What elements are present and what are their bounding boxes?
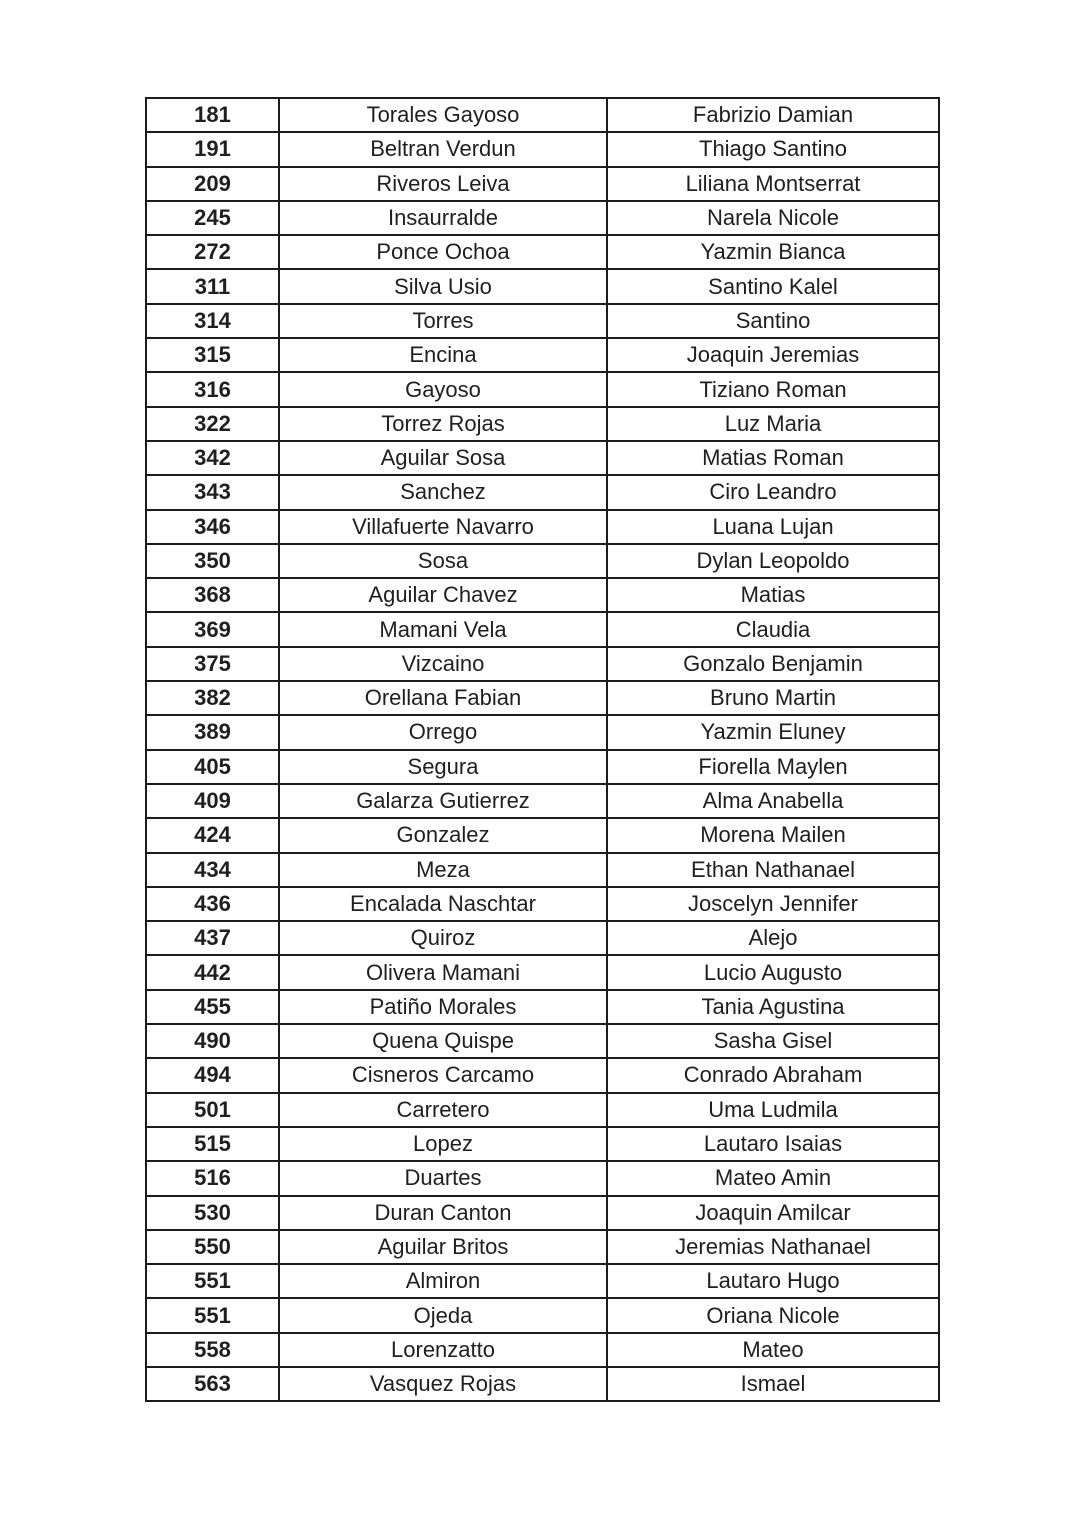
table-row	[146, 544, 939, 578]
cell-number: 272	[146, 235, 279, 269]
cell-last-name: Orrego	[279, 715, 607, 749]
roster-table-body	[146, 98, 939, 1401]
cell-first-name: Joaquin Amilcar	[607, 1196, 939, 1230]
cell-last-name: Aguilar Chavez	[279, 578, 607, 612]
table-row	[146, 681, 939, 715]
table-row	[146, 1058, 939, 1092]
cell-first-name: Yazmin Bianca	[607, 235, 939, 269]
table-row	[146, 372, 939, 406]
cell-number: 551	[146, 1298, 279, 1332]
cell-last-name: Torres	[279, 304, 607, 338]
cell-number: 209	[146, 167, 279, 201]
cell-number: 181	[146, 98, 279, 132]
cell-number: 530	[146, 1196, 279, 1230]
table-row	[146, 1367, 939, 1401]
cell-number: 315	[146, 338, 279, 372]
cell-number: 316	[146, 372, 279, 406]
cell-first-name: Matias Roman	[607, 441, 939, 475]
cell-number: 191	[146, 132, 279, 166]
cell-number: 311	[146, 269, 279, 303]
cell-number: 558	[146, 1333, 279, 1367]
cell-number: 346	[146, 510, 279, 544]
table-row	[146, 921, 939, 955]
table-row	[146, 1093, 939, 1127]
cell-number: 314	[146, 304, 279, 338]
cell-last-name: Galarza Gutierrez	[279, 784, 607, 818]
cell-number: 322	[146, 407, 279, 441]
table-row	[146, 510, 939, 544]
cell-first-name: Luana Lujan	[607, 510, 939, 544]
table-row	[146, 1196, 939, 1230]
cell-last-name: Gonzalez	[279, 818, 607, 852]
cell-last-name: Duran Canton	[279, 1196, 607, 1230]
cell-first-name: Tania Agustina	[607, 990, 939, 1024]
cell-first-name: Bruno Martin	[607, 681, 939, 715]
cell-number: 409	[146, 784, 279, 818]
table-row	[146, 304, 939, 338]
table-row	[146, 1127, 939, 1161]
table-row	[146, 578, 939, 612]
cell-last-name: Olivera Mamani	[279, 955, 607, 989]
cell-first-name: Ismael	[607, 1367, 939, 1401]
cell-last-name: Duartes	[279, 1161, 607, 1195]
cell-first-name: Uma Ludmila	[607, 1093, 939, 1127]
cell-last-name: Villafuerte Navarro	[279, 510, 607, 544]
cell-first-name: Alejo	[607, 921, 939, 955]
cell-number: 245	[146, 201, 279, 235]
cell-number: 516	[146, 1161, 279, 1195]
table-row	[146, 818, 939, 852]
table-row	[146, 132, 939, 166]
cell-number: 501	[146, 1093, 279, 1127]
cell-number: 434	[146, 853, 279, 887]
cell-last-name: Sanchez	[279, 475, 607, 509]
table-row	[146, 715, 939, 749]
cell-first-name: Mateo	[607, 1333, 939, 1367]
table-row	[146, 990, 939, 1024]
cell-first-name: Lucio Augusto	[607, 955, 939, 989]
cell-number: 563	[146, 1367, 279, 1401]
cell-last-name: Meza	[279, 853, 607, 887]
cell-number: 490	[146, 1024, 279, 1058]
cell-last-name: Vizcaino	[279, 647, 607, 681]
cell-last-name: Mamani Vela	[279, 612, 607, 646]
cell-number: 343	[146, 475, 279, 509]
cell-first-name: Matias	[607, 578, 939, 612]
cell-last-name: Encalada Naschtar	[279, 887, 607, 921]
table-row	[146, 201, 939, 235]
cell-first-name: Liliana Montserrat	[607, 167, 939, 201]
cell-number: 437	[146, 921, 279, 955]
table-row	[146, 1230, 939, 1264]
cell-first-name: Narela Nicole	[607, 201, 939, 235]
cell-number: 405	[146, 750, 279, 784]
table-row	[146, 1024, 939, 1058]
cell-first-name: Morena Mailen	[607, 818, 939, 852]
cell-first-name: Thiago Santino	[607, 132, 939, 166]
table-row	[146, 167, 939, 201]
cell-last-name: Almiron	[279, 1264, 607, 1298]
cell-number: 342	[146, 441, 279, 475]
cell-first-name: Ciro Leandro	[607, 475, 939, 509]
cell-last-name: Lorenzatto	[279, 1333, 607, 1367]
table-row	[146, 235, 939, 269]
cell-last-name: Encina	[279, 338, 607, 372]
table-row	[146, 1298, 939, 1332]
table-row	[146, 1333, 939, 1367]
table-row	[146, 338, 939, 372]
cell-last-name: Cisneros Carcamo	[279, 1058, 607, 1092]
cell-number: 382	[146, 681, 279, 715]
cell-number: 350	[146, 544, 279, 578]
cell-last-name: Aguilar Sosa	[279, 441, 607, 475]
cell-last-name: Insaurralde	[279, 201, 607, 235]
table-row	[146, 955, 939, 989]
cell-number: 369	[146, 612, 279, 646]
cell-last-name: Carretero	[279, 1093, 607, 1127]
cell-first-name: Santino Kalel	[607, 269, 939, 303]
table-row	[146, 887, 939, 921]
table-row	[146, 441, 939, 475]
cell-first-name: Ethan Nathanael	[607, 853, 939, 887]
cell-number: 436	[146, 887, 279, 921]
cell-first-name: Alma Anabella	[607, 784, 939, 818]
table-row	[146, 853, 939, 887]
cell-last-name: Beltran Verdun	[279, 132, 607, 166]
cell-first-name: Jeremias Nathanael	[607, 1230, 939, 1264]
table-row	[146, 407, 939, 441]
cell-first-name: Dylan Leopoldo	[607, 544, 939, 578]
cell-number: 442	[146, 955, 279, 989]
cell-first-name: Yazmin Eluney	[607, 715, 939, 749]
cell-first-name: Tiziano Roman	[607, 372, 939, 406]
cell-last-name: Quena Quispe	[279, 1024, 607, 1058]
cell-first-name: Sasha Gisel	[607, 1024, 939, 1058]
cell-last-name: Riveros Leiva	[279, 167, 607, 201]
cell-first-name: Mateo Amin	[607, 1161, 939, 1195]
cell-last-name: Vasquez Rojas	[279, 1367, 607, 1401]
cell-number: 515	[146, 1127, 279, 1161]
cell-first-name: Oriana Nicole	[607, 1298, 939, 1332]
cell-first-name: Lautaro Hugo	[607, 1264, 939, 1298]
cell-first-name: Luz Maria	[607, 407, 939, 441]
cell-first-name: Lautaro Isaias	[607, 1127, 939, 1161]
table-row	[146, 750, 939, 784]
cell-last-name: Lopez	[279, 1127, 607, 1161]
cell-last-name: Torales Gayoso	[279, 98, 607, 132]
table-row	[146, 784, 939, 818]
table-row	[146, 98, 939, 132]
cell-last-name: Aguilar Britos	[279, 1230, 607, 1264]
cell-last-name: Gayoso	[279, 372, 607, 406]
cell-last-name: Segura	[279, 750, 607, 784]
cell-number: 368	[146, 578, 279, 612]
cell-last-name: Orellana Fabian	[279, 681, 607, 715]
cell-last-name: Patiño Morales	[279, 990, 607, 1024]
cell-number: 389	[146, 715, 279, 749]
cell-number: 550	[146, 1230, 279, 1264]
cell-number: 551	[146, 1264, 279, 1298]
cell-last-name: Silva Usio	[279, 269, 607, 303]
cell-first-name: Santino	[607, 304, 939, 338]
table-row	[146, 612, 939, 646]
cell-first-name: Joscelyn Jennifer	[607, 887, 939, 921]
roster-table	[145, 97, 940, 1402]
cell-number: 424	[146, 818, 279, 852]
table-row	[146, 475, 939, 509]
table-row	[146, 269, 939, 303]
cell-last-name: Ponce Ochoa	[279, 235, 607, 269]
cell-number: 494	[146, 1058, 279, 1092]
cell-last-name: Quiroz	[279, 921, 607, 955]
table-row	[146, 1264, 939, 1298]
table-row	[146, 1161, 939, 1195]
cell-last-name: Torrez Rojas	[279, 407, 607, 441]
cell-number: 375	[146, 647, 279, 681]
cell-first-name: Claudia	[607, 612, 939, 646]
cell-first-name: Gonzalo Benjamin	[607, 647, 939, 681]
cell-number: 455	[146, 990, 279, 1024]
cell-last-name: Sosa	[279, 544, 607, 578]
cell-last-name: Ojeda	[279, 1298, 607, 1332]
cell-first-name: Joaquin Jeremias	[607, 338, 939, 372]
table-row	[146, 647, 939, 681]
cell-first-name: Conrado Abraham	[607, 1058, 939, 1092]
cell-first-name: Fiorella Maylen	[607, 750, 939, 784]
cell-first-name: Fabrizio Damian	[607, 98, 939, 132]
